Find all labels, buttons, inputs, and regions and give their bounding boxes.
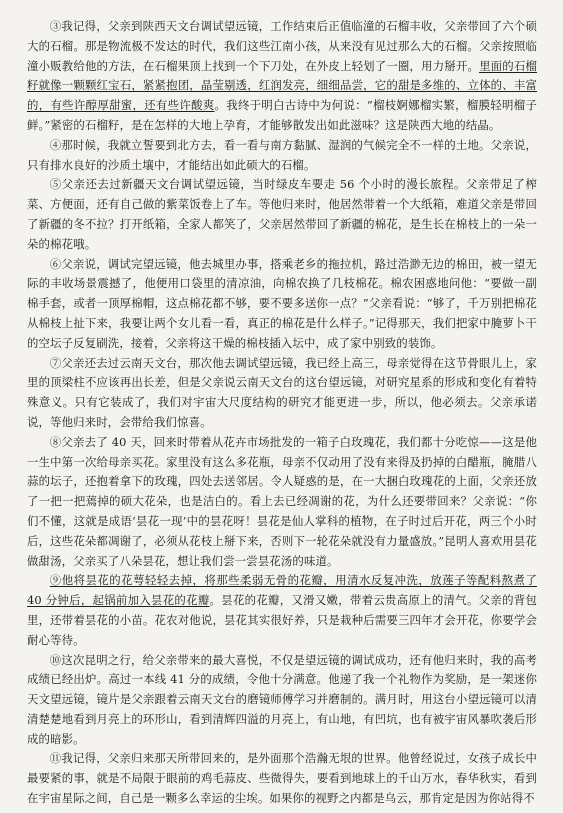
- paragraph-p7: [27, 354, 537, 433]
- paragraph-text: ⑧父亲去了 40 天，回来时带着从花卉市场批发的一箱子白玫瑰花，我们都十分吃惊——这是他一生中第一次给母亲买花。家里没有这么多花瓶，母亲不仅动用了没有来得及扔掉的白醋瓶，腌腊八蒜的坛子，还抱着拿下的玫瑰，四处去送邻居。令人疑惑的是，在一大捆白玫瑰花的上面，父亲还放了一把一把蔫掉的硕大花朵，也是洁白的。看上去已经凋谢的花，为什么还要带回来？父亲说：“你们不懂，这就是成语‘昙花一现’中的昙花呀！昙花是仙人掌科的植物，在子时过后开花，两三个小时后，这些花朵都凋谢了，必须从花枝上掰下来，否则下一轮花朵就没有力量盛放。”昆明人喜欢用昙花做甜汤，父亲买了八朵昙花，想让我们尝一尝昙花汤的味道。: [27, 434, 537, 568]
- underlined-text: 里面的石榴籽就像一颗颗红宝石，紧紧抱团，晶莹剔透，红润发亮，细细品尝，它的甜是多维的、立体的、丰富的，有些许醇厚甜蜜，还有些许酸爽: [27, 58, 537, 113]
- paragraph-p11: [27, 749, 537, 808]
- paragraph-text: ⑥父亲说，调试完望远镜，他去城里办事，搭乘老乡的拖拉机，路过浩渺无边的棉田，被一望无际的丰收场景震撼了，他便用口袋里的清凉油，向棉农换了几枝棉花。棉农困惑地问他：“要做一副棉手套，或者一顶厚棉帽，这点棉花都不够，要不要多送你一点？”父亲看说：“够了，千万别把棉花从棉枝上扯下来，我要让两个女儿看一看，真正的棉花是什么样子。”记得那天，我们把家中腌萝卜干的空坛子反复刷洗，接着，父亲将这干燥的棉枝插入坛中，成了家中别致的装饰。: [27, 256, 537, 350]
- paragraph-p3: [27, 17, 537, 136]
- underlined-text: ⑨他将昙花的花萼轻轻去掉，将那些柔弱无骨的花瓣，用清水反复冲洗，放莲子等配料熬煮了 40 分钟后，起锅前加入昙花的花瓣: [27, 573, 537, 608]
- paragraph-text: ⑩这次昆明之行，给父亲带来的最大喜悦，不仅是望远镜的调试成功，还有他归来时，我的高考成绩已经出炉。高过一本线 41 分的成绩，令他十分满意。他递了我一个礼物作为奖励，是一架迷你天文望远镜，镜片是父亲跟着云南天文台的磨镜师傅学习并磨制的。满月时，用这台小望远镜可以清清楚楚地看到月亮上的环形山，看到清辉四溢的月亮上，有山地，有凹坑，也有被宇宙风暴吹袭后形成的暗影。: [27, 652, 537, 746]
- paragraph-text: ⑦父亲还去过云南天文台，那次他去调试望远镜，我已经上高三，母亲觉得在这节骨眼儿上，家里的顶梁柱不应该再出长差，但是父亲说云南天文台的这台望远镜，对研究星系的形成和变化有着特殊意义。只有它装成了，我们对宇宙大尺度结构的研究才能更进一步，所以，他必须去。父亲承诺说，等他归来时，会带给我们惊喜。: [27, 355, 537, 429]
- paragraph-text: ⑤父亲还去过新疆天文台调试望远镜，当时绿皮车要走 56 个小时的漫长旅程。父亲带足了榨菜、方便面，还有自己做的紫菜饭卷上了车。等他归来时，他居然带着一个大纸箱，难道父亲是带回了新疆的冬不拉？打开纸箱，全家人都笑了，父亲居然带回了新疆的棉花，是生长在棉枝上的一朵一朵的棉花哦。: [27, 177, 537, 251]
- paragraph-text: 。昙花的花瓣，又滑又嫩，带着云贵高原上的清气。父亲的背包里，还带着昙花的小苗。花农对他说，昙花其实很好养，只是栽种后需要三四年才会开花，你要学会耐心等待。: [27, 593, 538, 647]
- paragraph-text: ③我记得，父亲到陕西天文台调试望远镜，工作结束后正值临潼的石榴丰收，父亲带回了六个硕大的石榴。那是物流极不发达的时代，我们这些江南小孩，从来没有见过那么大的石榴。父亲按照临潼小贩教给他的方法，在石榴果顶上找到一个下刀处，在外皮上轻划了一圈，用力掰开。: [27, 19, 537, 73]
- paragraph-p4: [27, 136, 537, 176]
- paragraph-p5: [27, 175, 537, 254]
- paragraph-p6: [27, 255, 537, 354]
- paragraph-p8: [27, 433, 537, 572]
- paragraph-text: 。我终于明白古诗中为何说：“榴枝婀娜榴实繁，榴膜轻明榴子鲜。”紧密的石榴籽，是在怎样的大地上孕育，才能够散发出如此滋味？这是陕西大地的结晶。: [27, 98, 537, 132]
- paragraph-p10: [27, 651, 537, 750]
- paragraph-text: ④那时候，我就立誓要到北方去，看一看与南方黏腻、湿润的气候完全不一样的土地。父亲说，只有排水良好的沙质土壤中，才能结出如此硕大的石榴。: [27, 137, 537, 172]
- paragraph-p9: [27, 571, 537, 650]
- paragraph-text: ⑪我记得，父亲归来那天所带回来的，是外面那个浩瀚无垠的世界。他曾经说过，女孩子成长中最要紧的事，就是不局限于眼前的鸡毛蒜皮、些微得失，要看到地球上的千山万水，春华秋实，看到在宇宙星际之间，自己是一颗多么幸运的尘埃。如果你的视野之内都是乌云，那肯定是因为你站得不: [27, 751, 537, 806]
